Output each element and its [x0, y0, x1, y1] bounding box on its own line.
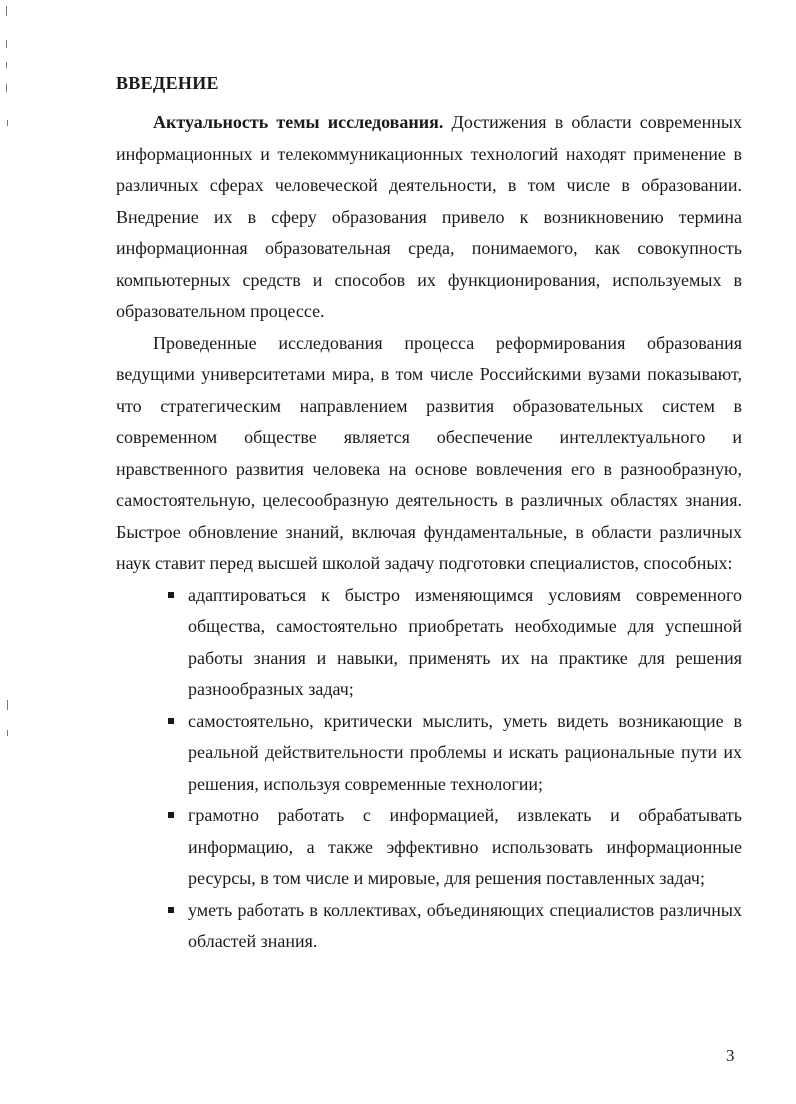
scan-artifact: [6, 84, 7, 92]
scan-artifact: [7, 120, 8, 126]
page-number: 3: [726, 1046, 735, 1065]
list-item: грамотно работать с информацией, извлекать и обрабатывать информацию, а также эффективно использовать информационные ресурсы, в том числе и мировые, для решения поставленных задач;: [188, 800, 742, 895]
list-item: адаптироваться к быстро изменяющимся условиям современного общества, самостоятельно приобретать необходимые для успешной работы знания и навыки, применять их на практике для решения разнообразных задач;: [188, 580, 742, 706]
bullet-list: [116, 580, 742, 958]
paragraph-text: Достижения в области современных информационных и телекоммуникационных технологий находят применение в различных сферах человеческой деятельности, в том числе в образовании. Внедрение их в сферу образования привело к возникновению термина информационная образовательная среда, понимаемого, как совокупность компьютерных средств и способов их функционирования, используемых в образовательном процессе.: [116, 112, 742, 321]
paragraph: [116, 328, 742, 580]
list-item: уметь работать в коллективах, объединяющих специалистов различных областей знания.: [188, 895, 742, 958]
section-heading: ВВЕДЕНИЕ: [116, 73, 219, 93]
list-item: самостоятельно, критически мыслить, уметь видеть возникающие в реальной действительности проблемы и искать рациональные пути их решения, используя современные технологии;: [188, 706, 742, 801]
scan-artifact: [6, 62, 7, 68]
body-text: [116, 107, 742, 958]
paragraph: [116, 107, 742, 328]
scan-artifact: [6, 40, 7, 48]
scan-artifact: [7, 700, 8, 710]
paragraph-lead: Актуальность темы исследования.: [153, 112, 444, 132]
paragraph-text: Проведенные исследования процесса реформирования образования ведущими университетами мира, в том числе Российскими вузами показывают, что стратегическим направлением развития образовательных систем в современном обществе является обеспечение интеллектуального и нравственного развития человека на основе вовлечения его в разнообразную, самостоятельную, целесообразную деятельность в различных областях знания. Быстрое обновление знаний, включая фундаментальные, в области различных наук ставит перед высшей школой задачу подготовки специалистов, способных:: [116, 332, 742, 573]
scan-artifact: [7, 730, 8, 736]
scan-artifact: [6, 6, 7, 16]
